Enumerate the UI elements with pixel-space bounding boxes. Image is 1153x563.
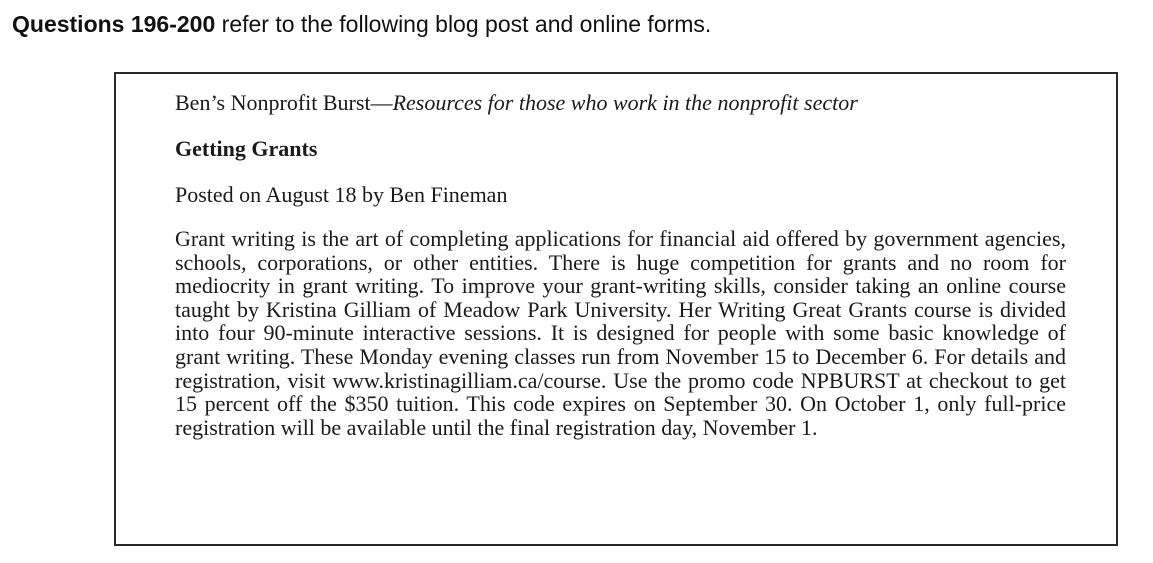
blog-name: Ben’s Nonprofit Burst—	[175, 90, 393, 115]
post-title: Getting Grants	[175, 136, 318, 161]
post-body: Grant writing is the art of completing applications for financial aid offered by government agencies, schools, corporations, or other entities. There is huge competition for grants and no room for mediocrity in grant writing. To improve your grant-writing skills, consider taking an online course taught by Kristina Gilliam of Meadow Park University. Her Writing Great Grants course is divided into four 90-minute interactive sessions. It is designed for people with some basic knowledge of grant writing. These Monday evening classes run from November 15 to December 6. For details and registration, visit www.kristinagilliam.ca/course. Use the promo code NPBURST at checkout to get 15 percent off the $350 tuition. This code expires on September 30. On October 1, only full-price registration will be available until the final registration day, November 1.	[175, 226, 1066, 440]
blog-post-box	[114, 72, 1118, 546]
post-byline: Posted on August 18 by Ben Fineman	[175, 182, 508, 207]
question-range: Questions 196-200	[12, 11, 216, 37]
blog-title	[175, 88, 1066, 118]
blog-tagline: Resources for those who work in the nonprofit sector	[392, 90, 858, 115]
question-instructions: refer to the following blog post and online forms.	[215, 11, 712, 37]
blog-post-content	[175, 88, 1066, 439]
question-header	[12, 9, 711, 39]
